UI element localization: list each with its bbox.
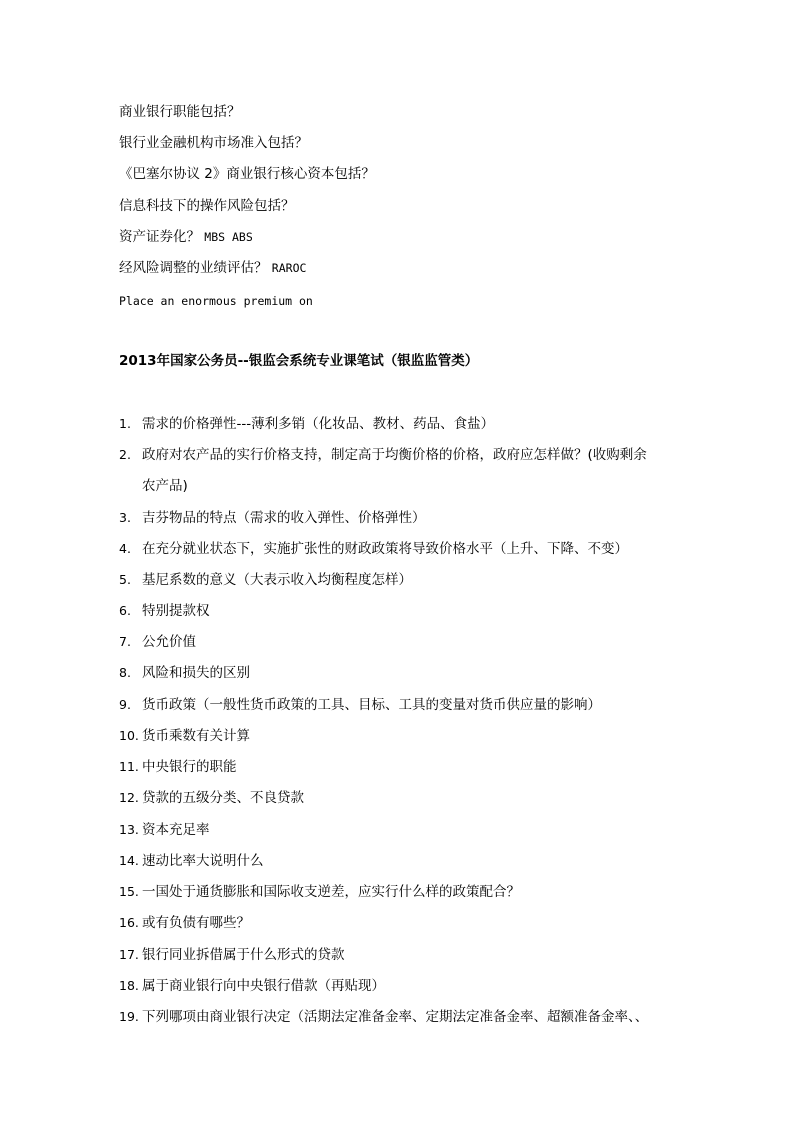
item-text: 速动比率大说明什么 <box>142 853 264 869</box>
section-title: 2013年国家公务员--银监会系统专业课笔试（银监监管类） <box>119 353 479 369</box>
item-text: 风险和损失的区别 <box>142 665 250 681</box>
item-number: 16. <box>119 915 139 930</box>
item-text: 下列哪项由商业银行决定（活期法定准备金率、定期法定准备金率、超额准备金率、、 <box>142 1009 649 1025</box>
item-number: 1. <box>119 416 131 431</box>
item-text: 资本充足率 <box>142 822 210 838</box>
item-number: 15. <box>119 884 139 899</box>
item-text: 政府对农产品的实行价格支持，制定高于均衡价格的价格，政府应怎样做？(收购剩余 <box>142 447 647 463</box>
item-text-continued: 农产品) <box>142 478 188 494</box>
item-number: 5. <box>119 572 131 587</box>
question-line: 商业银行职能包括？ <box>119 104 241 120</box>
item-text: 基尼系数的意义（大表示收入均衡程度怎样） <box>142 572 412 588</box>
item-number: 9. <box>119 697 131 712</box>
item-text: 或有负债有哪些？ <box>142 915 250 931</box>
item-text: 吉芬物品的特点（需求的收入弹性、价格弹性） <box>142 510 426 526</box>
item-number: 19. <box>119 1009 139 1024</box>
item-number: 3. <box>119 510 131 525</box>
item-text: 公允价值 <box>142 634 196 650</box>
question-line: 《巴塞尔协议 2》商业银行核心资本包括？ <box>119 166 375 182</box>
item-text: 中央银行的职能 <box>142 759 237 775</box>
question-line: 资产证券化？ MBS ABS <box>119 229 253 245</box>
item-number: 12. <box>119 790 139 805</box>
english-line: Place an enormous premium on <box>119 294 313 308</box>
item-number: 14. <box>119 853 139 868</box>
item-text: 特别提款权 <box>142 603 210 619</box>
item-number: 8. <box>119 665 131 680</box>
question-line: 信息科技下的操作风险包括？ <box>119 198 295 214</box>
item-number: 7. <box>119 634 131 649</box>
item-number: 4. <box>119 541 131 556</box>
question-suffix: RAROC <box>271 261 307 275</box>
item-number: 17. <box>119 947 139 962</box>
item-text: 银行同业拆借属于什么形式的贷款 <box>142 947 345 963</box>
item-number: 13. <box>119 822 139 837</box>
item-number: 10. <box>119 728 139 743</box>
item-text: 一国处于通货膨胀和国际收支逆差，应实行什么样的政策配合？ <box>142 884 520 900</box>
item-text: 贷款的五级分类、不良贷款 <box>142 790 304 806</box>
question-suffix: MBS ABS <box>204 230 253 244</box>
item-number: 6. <box>119 603 131 618</box>
question-line: 经风险调整的业绩评估？ RAROC <box>119 260 307 276</box>
item-text: 需求的价格弹性---薄利多销（化妆品、教材、药品、食盐） <box>142 416 495 432</box>
item-number: 2. <box>119 447 131 462</box>
item-number: 18. <box>119 978 139 993</box>
item-text: 属于商业银行向中央银行借款（再贴现） <box>142 978 385 994</box>
item-text: 在充分就业状态下，实施扩张性的财政政策将导致价格水平（上升、下降、不变） <box>142 541 628 557</box>
item-text: 货币乘数有关计算 <box>142 728 250 744</box>
item-text: 货币政策（一般性货币政策的工具、目标、工具的变量对货币供应量的影响） <box>142 697 601 713</box>
item-number: 11. <box>119 759 139 774</box>
question-line: 银行业金融机构市场准入包括？ <box>119 135 308 151</box>
